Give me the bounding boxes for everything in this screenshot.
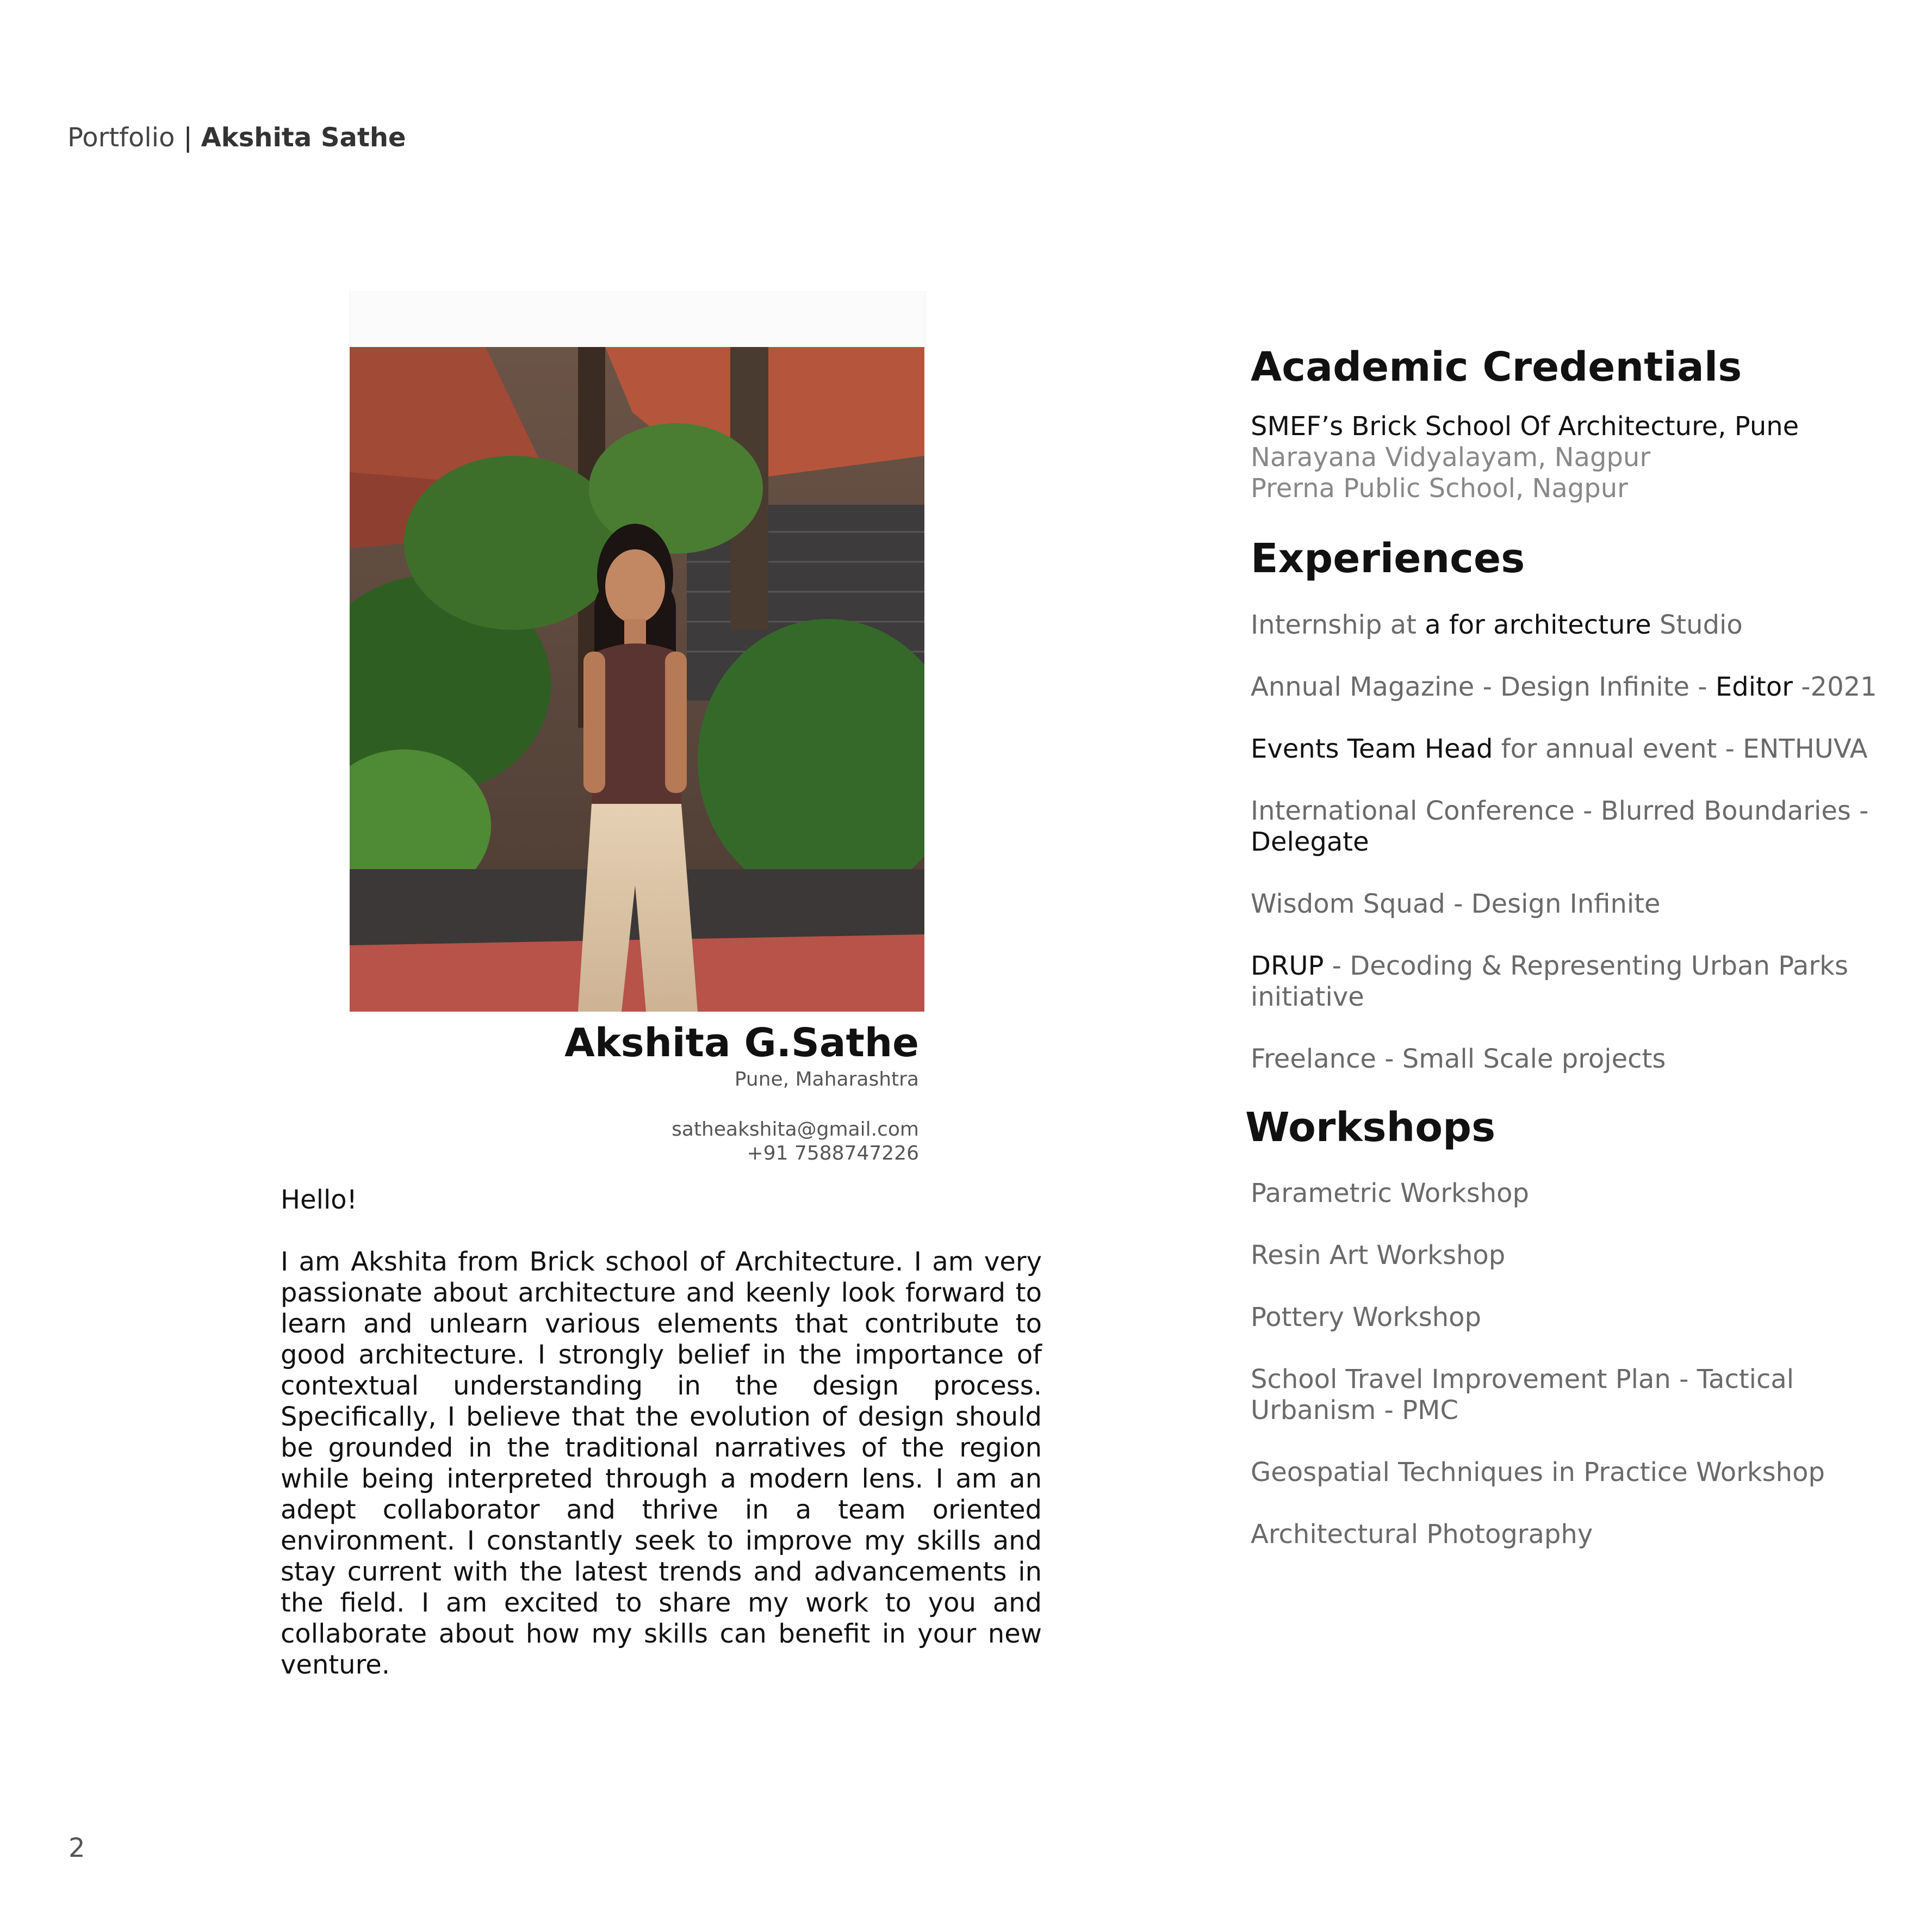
experiences-title: Experiences [1251, 535, 1525, 583]
profile-phone[interactable]: +91 7588747226 [747, 1142, 919, 1164]
experience-item: Wisdom Squad - Design Infinite [1251, 888, 1661, 919]
academic-item: SMEF’s Brick School Of Architecture, Pune [1251, 411, 1799, 442]
experience-item [1251, 734, 1881, 765]
workshop-item: School Travel Improvement Plan - Tactical Urbanism - PMC [1251, 1364, 1794, 1426]
experience-text: International Conference - Blurred Boundaries - [1251, 795, 1869, 826]
header-label: Portfolio [67, 122, 175, 153]
profile-email[interactable]: satheakshita@gmail.com [672, 1118, 919, 1141]
header-separator: | [183, 122, 192, 153]
experience-text: -2021 [1792, 671, 1877, 702]
intro-section [281, 1185, 1042, 1681]
profile-full-name: Akshita G.Sathe [564, 1020, 919, 1065]
academic-item: Narayana Vidyalayam, Nagpur [1251, 442, 1651, 473]
experiences-list [1251, 610, 1881, 1075]
profile-contact [430, 1118, 919, 1166]
right-column [1245, 344, 1881, 1581]
experience-item: Freelance - Small Scale projects [1251, 1043, 1666, 1074]
experience-text: Internship at [1251, 609, 1425, 640]
experience-text: Annual Magazine - Design Infinite - [1251, 671, 1716, 702]
experience-item [1251, 796, 1881, 858]
experience-text: - Decoding & Representing Urban Parks initiative [1251, 950, 1848, 1012]
workshops-title: Workshops [1245, 1104, 1496, 1151]
photo-top-margin [350, 291, 925, 347]
profile-location: Pune, Maharashtra [734, 1068, 919, 1090]
intro-greeting: Hello! [281, 1185, 357, 1215]
experience-highlight: DRUP [1251, 950, 1324, 981]
experience-highlight: a for architecture [1425, 609, 1651, 640]
experience-item [1251, 951, 1881, 1013]
experience-text: Studio [1651, 609, 1743, 640]
experience-highlight: Delegate [1251, 826, 1369, 857]
workshops-list [1251, 1178, 1881, 1550]
page-header [67, 122, 406, 153]
header-name: Akshita Sathe [201, 122, 406, 153]
experience-highlight: Editor [1715, 671, 1793, 702]
experience-item [1251, 610, 1881, 641]
academic-title: Academic Credentials [1251, 344, 1742, 391]
profile-name-block [430, 1020, 919, 1166]
academic-item: Prerna Public School, Nagpur [1251, 473, 1628, 504]
workshop-item: Architectural Photography [1251, 1519, 1593, 1550]
workshop-item: Parametric Workshop [1251, 1178, 1529, 1209]
experience-item [1251, 672, 1881, 703]
profile-photo-illustration [350, 347, 924, 1012]
academic-list [1251, 411, 1881, 504]
workshop-item: Pottery Workshop [1251, 1302, 1481, 1333]
experience-highlight: Events Team Head [1251, 733, 1493, 764]
intro-body: I am Akshita from Brick school of Architecture. I am very passionate about architecture and keenly look forward to learn and unlearn various elements that contribute to good architecture. I strongly belief in the importance of contextual understanding in the design process. Specifically, I believe that the evolution of design should be grounded in the traditional narratives of the region while being interpreted through a modern lens. I am an adept collaborator and thrive in a team oriented environment. I constantly seek to improve my skills and stay current with the latest trends and advancements in the field. I am excited to share my work to you and collaborate about how my skills can benefit in your new venture. [281, 1247, 1042, 1680]
page-number: 2 [69, 1833, 85, 1863]
experience-text: for annual event - ENTHUVA [1493, 733, 1868, 764]
profile-photo [350, 347, 924, 1012]
workshop-item: Geospatial Techniques in Practice Workshop [1251, 1457, 1825, 1488]
workshop-item: Resin Art Workshop [1251, 1240, 1506, 1271]
